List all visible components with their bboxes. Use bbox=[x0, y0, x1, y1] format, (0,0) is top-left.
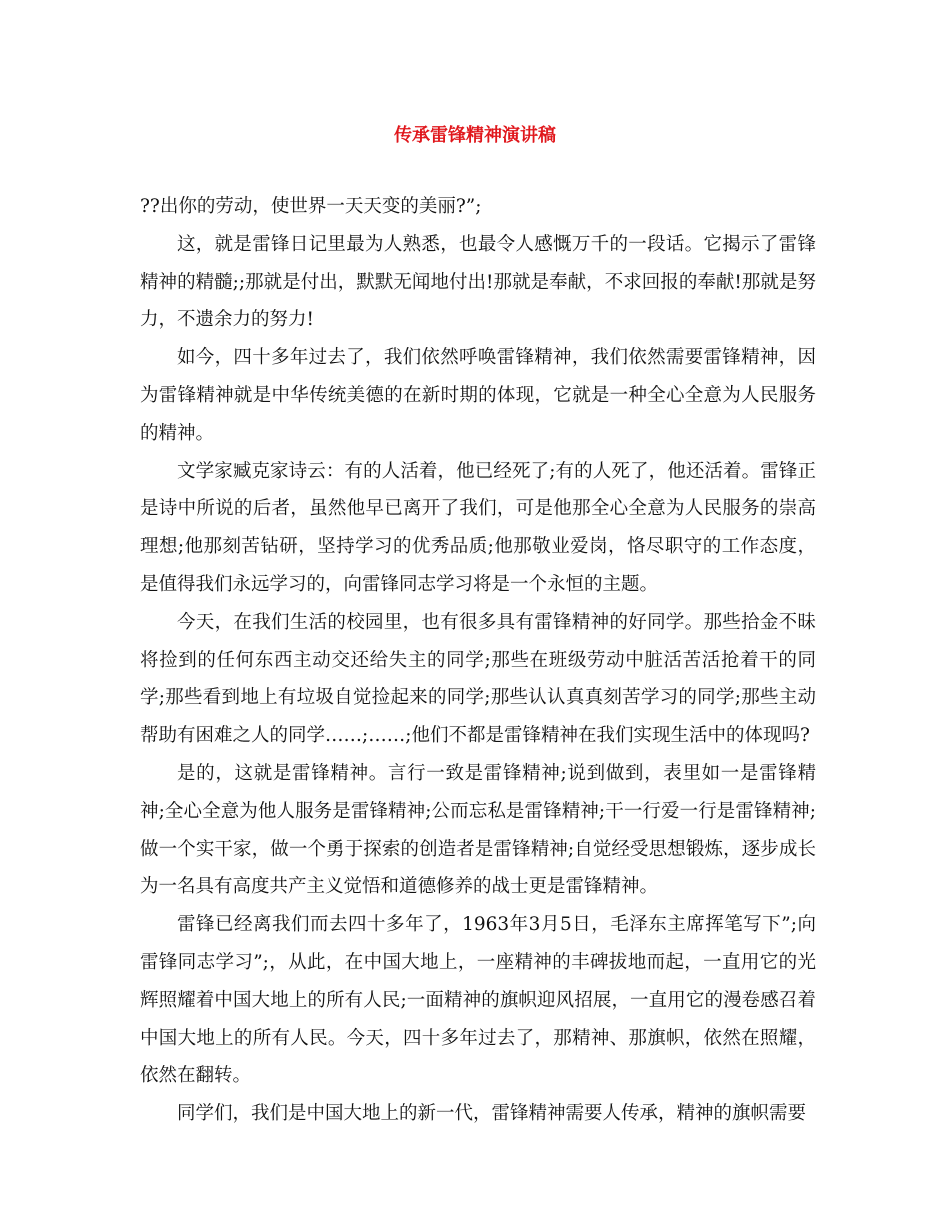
paragraph: 文学家臧克家诗云：有的人活着，他已经死了;有的人死了，他还活着。雷锋正是诗中所说的后者，虽然他早已离开了我们，可是他那全心全意为人民服务的崇高理想;他那刻苦钻研，坚持学习的优秀品质;他那敬业爱岗，恪尽职守的工作态度，是值得我们永远学习的，向雷锋同志学习将是一个永恒的主题。 bbox=[140, 460, 816, 595]
paragraph: 今天，在我们生活的校园里，也有很多具有雷锋精神的好同学。那些拾金不昧将捡到的任何东西主动交还给失主的同学;那些在班级劳动中脏活苦活抢着干的同学;那些看到地上有垃圾自觉捡起来的同学;那些认认真真刻苦学习的同学;那些主动帮助有困难之人的同学……;……;他们不都是雷锋精神在我们实现生活中的体现吗? bbox=[140, 611, 816, 747]
paragraph: 如今，四十多年过去了，我们依然呼唤雷锋精神，我们依然需要雷锋精神，因为雷锋精神就是中华传统美德的在新时期的体现，它就是一种全心全意为人民服务的精神。 bbox=[140, 347, 816, 444]
document-body bbox=[140, 188, 816, 1133]
paragraph: 同学们，我们是中国大地上的新一代，雷锋精神需要人传承，精神的旗帜需要 bbox=[177, 1103, 807, 1125]
paragraph: ??出你的劳动，使世界一天天变的美丽?”; bbox=[140, 196, 482, 217]
document-title: 传承雷锋精神演讲稿 bbox=[394, 125, 556, 146]
paragraph: 雷锋已经离我们而去四十多年了，1963年3月5日，毛泽东主席挥笔写下”;向雷锋同志学习”;，从此，在中国大地上，一座精神的丰碑拔地而起，一直用它的光辉照耀着中国大地上的所有人民;一面精神的旗帜迎风招展，一直用它的漫卷感召着中国大地上的所有人民。今天，四十多年过去了，那精神、那旗帜，依然在照耀，依然在翻转。 bbox=[140, 914, 816, 1087]
paragraph: 这，就是雷锋日记里最为人熟悉，也最令人感慨万千的一段话。它揭示了雷锋精神的精髓;;那就是付出，默默无闻地付出!那就是奉献，不求回报的奉献!那就是努力，不遗余力的努力! bbox=[140, 233, 816, 331]
paragraph: 是的，这就是雷锋精神。言行一致是雷锋精神;说到做到，表里如一是雷锋精神;全心全意为他人服务是雷锋精神;公而忘私是雷锋精神;干一行爱一行是雷锋精神;做一个实干家，做一个勇于探索的创造者是雷锋精神;自觉经受思想锻炼，逐步成长为一名具有高度共产主义觉悟和道德修养的战士更是雷锋精神。 bbox=[140, 762, 816, 898]
